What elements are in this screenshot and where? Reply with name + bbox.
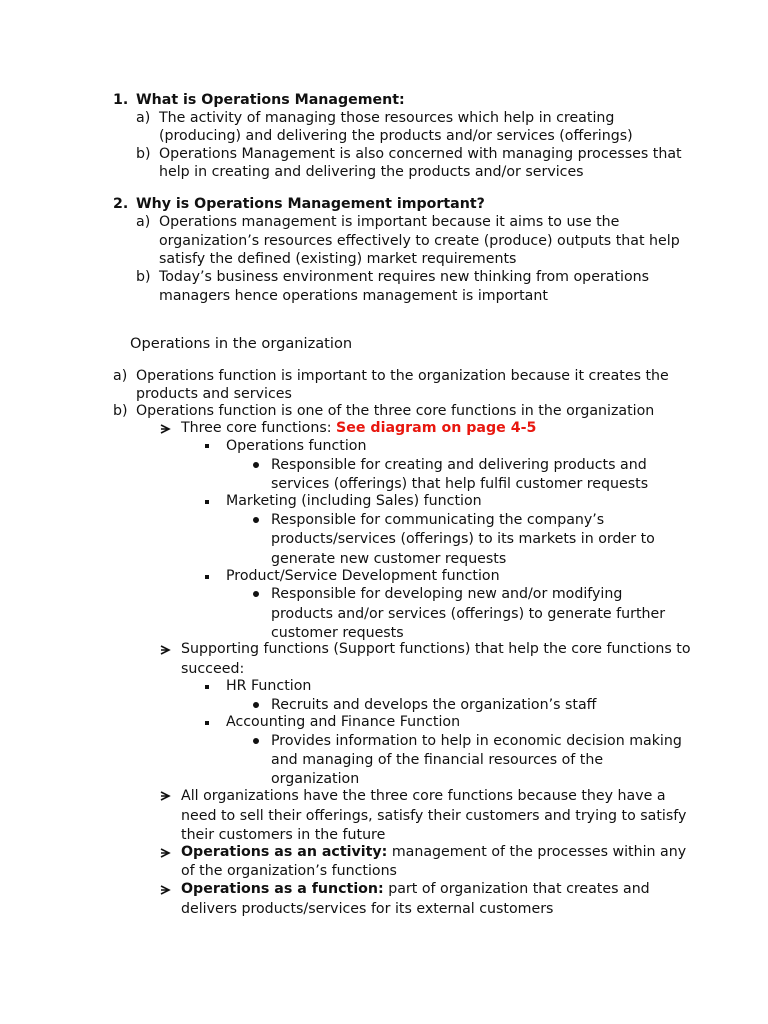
- arrowhead-bullet-icon: [159, 847, 171, 859]
- definition-term: Operations as an activity:: [181, 844, 388, 860]
- square-bullet-icon: [205, 444, 209, 448]
- text-line: Operations function is one of the three core functions in the organization: [136, 403, 655, 419]
- text-line: generate new customer requests: [271, 551, 507, 567]
- definition-text: part of organization that creates and: [383, 881, 650, 897]
- list-marker: a): [113, 368, 128, 384]
- text-line: help in creating and delivering the products and/or services: [159, 164, 584, 180]
- text-line: HR Function: [226, 678, 312, 694]
- core-functions-label: Three core functions:: [181, 420, 332, 436]
- round-bullet-icon: [253, 517, 259, 523]
- list-marker: a): [136, 214, 151, 230]
- text-line: [181, 419, 536, 437]
- text-line: managers hence operations management is important: [159, 288, 548, 304]
- text-line: Responsible for creating and delivering products and: [271, 457, 647, 473]
- list-number: 2.: [113, 196, 129, 212]
- square-bullet-icon: [205, 500, 209, 504]
- round-bullet-icon: [253, 738, 259, 744]
- question-heading: What is Operations Management:: [136, 92, 405, 108]
- text-line: products and services: [136, 386, 292, 402]
- arrowhead-bullet-icon: [159, 790, 171, 802]
- text-line: delivers products/services for its external customers: [181, 901, 554, 917]
- text-line: products/services (offerings) to its markets in order to: [271, 531, 655, 547]
- text-line: Operations function is important to the organization because it creates the: [136, 368, 669, 384]
- text-line: need to sell their offerings, satisfy their customers and trying to satisfy: [181, 808, 687, 824]
- question-heading: Why is Operations Management important?: [136, 196, 485, 212]
- list-marker: b): [113, 403, 128, 419]
- arrowhead-bullet-icon: [159, 644, 171, 656]
- text-line: Product/Service Development function: [226, 568, 500, 584]
- text-line: Responsible for communicating the company’s: [271, 512, 605, 528]
- text-line: customer requests: [271, 625, 404, 641]
- text-line: Responsible for developing new and/or modifying: [271, 586, 623, 602]
- text-line: Operations function: [226, 438, 367, 454]
- list-number: 1.: [113, 92, 129, 108]
- arrowhead-bullet-icon: [159, 423, 171, 435]
- text-line: services (offerings) that help fulfil customer requests: [271, 476, 649, 492]
- text-line: organization: [271, 771, 360, 787]
- list-marker: a): [136, 110, 151, 126]
- text-line: Today’s business environment requires new thinking from operations: [159, 269, 650, 285]
- section-heading: Operations in the organization: [130, 335, 353, 352]
- text-line: Recruits and develops the organization’s staff: [271, 697, 597, 713]
- text-line: succeed:: [181, 661, 245, 677]
- text-line: of the organization’s functions: [181, 863, 397, 879]
- text-line: Operations management is important because it aims to use the: [159, 214, 620, 230]
- text-line: Operations Management is also concerned with managing processes that: [159, 146, 682, 162]
- square-bullet-icon: [205, 685, 209, 689]
- round-bullet-icon: [253, 462, 259, 468]
- round-bullet-icon: [253, 591, 259, 597]
- text-line: All organizations have the three core functions because they have a: [181, 788, 666, 804]
- arrowhead-bullet-icon: [159, 884, 171, 896]
- text-line: Provides information to help in economic decision making: [271, 733, 682, 749]
- diagram-reference: See diagram on page 4-5: [336, 420, 537, 436]
- text-line: products and/or services (offerings) to generate further: [271, 606, 666, 622]
- text-line: [181, 880, 650, 898]
- text-line: (producing) and delivering the products and/or services (offerings): [159, 128, 633, 144]
- text-line: Accounting and Finance Function: [226, 714, 461, 730]
- text-line: The activity of managing those resources which help in creating: [159, 110, 615, 126]
- text-line: satisfy the defined (existing) market requirements: [159, 251, 517, 267]
- definition-text: management of the processes within any: [387, 844, 687, 860]
- round-bullet-icon: [253, 702, 259, 708]
- text-line: and managing of the financial resources of the: [271, 752, 604, 768]
- definition-term: Operations as a function:: [181, 881, 384, 897]
- text-line: Marketing (including Sales) function: [226, 493, 482, 509]
- text-line: Supporting functions (Support functions) that help the core functions to: [181, 641, 691, 657]
- text-line: [181, 843, 686, 861]
- square-bullet-icon: [205, 575, 209, 579]
- list-marker: b): [136, 146, 151, 162]
- list-marker: b): [136, 269, 151, 285]
- text-line: organization’s resources effectively to create (produce) outputs that help: [159, 233, 680, 249]
- square-bullet-icon: [205, 721, 209, 725]
- text-line: their customers in the future: [181, 827, 386, 843]
